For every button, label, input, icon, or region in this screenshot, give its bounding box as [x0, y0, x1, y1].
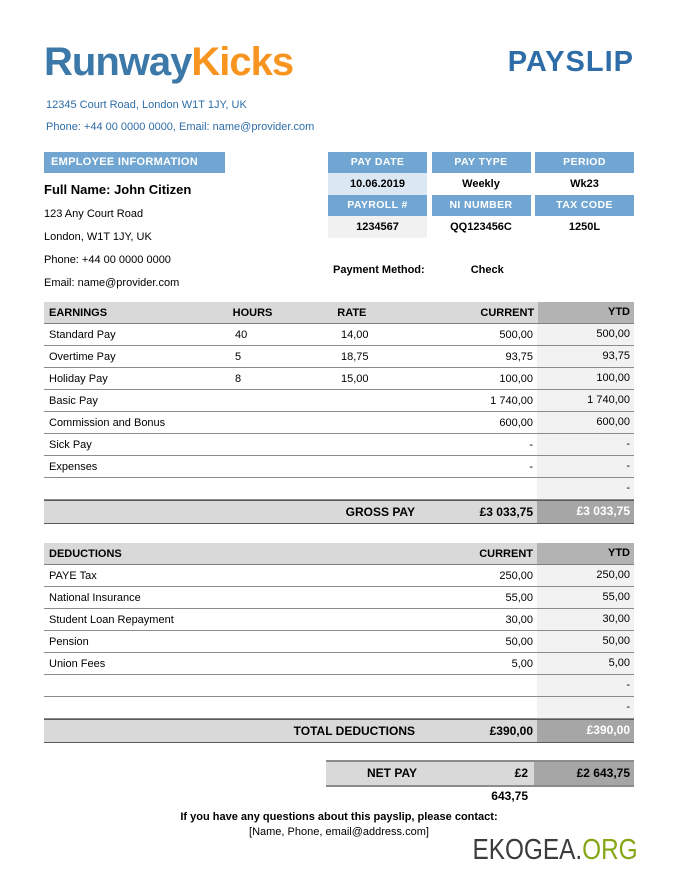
gross-pay-ytd: £3 033,75 [537, 501, 634, 523]
company-address-block [46, 96, 314, 140]
earning-current: 100,00 [499, 372, 533, 385]
deduction-ytd: - [537, 697, 634, 718]
gross-pay-row [44, 500, 634, 524]
deduction-current: 30,00 [505, 613, 533, 626]
ekogea-watermark [473, 834, 638, 867]
table-row [44, 587, 634, 609]
pay-info-grid [328, 152, 634, 238]
company-logo-kicks: Kicks [191, 40, 294, 84]
earnings-header-row [44, 302, 634, 324]
deduction-current: 55,00 [505, 591, 533, 604]
table-row [44, 368, 634, 390]
earning-ytd: - [537, 478, 634, 499]
earning-label: Standard Pay [49, 328, 116, 341]
earning-label: Holiday Pay [49, 372, 108, 385]
earning-hours: 40 [235, 328, 248, 341]
table-row [44, 390, 634, 412]
pay-date-value: 10.06.2019 [328, 173, 427, 195]
deduction-label: PAYE Tax [49, 569, 97, 582]
ni-number-header: NI NUMBER [432, 195, 531, 216]
employee-full-name: Full Name: John Citizen [44, 182, 192, 197]
earning-current: - [529, 460, 533, 473]
deductions-col-header: DEDUCTIONS [49, 547, 122, 560]
table-row [44, 434, 634, 456]
company-contact: Phone: +44 00 0000 0000, Email: name@provider.com [46, 121, 315, 133]
payment-method-value: Check [470, 264, 504, 276]
earning-current: 1 740,00 [490, 394, 533, 407]
period-value: Wk23 [535, 173, 634, 195]
payroll-number-header: PAYROLL # [328, 195, 427, 216]
pay-date-header: PAY DATE [328, 152, 427, 173]
payroll-number-value: 1234567 [328, 216, 427, 238]
earning-ytd: 93,75 [537, 346, 634, 367]
company-address: 12345 Court Road, London W1T 1JY, UK [46, 99, 247, 111]
table-row [44, 565, 634, 587]
employee-address-line2: London, W1T 1JY, UK [44, 231, 152, 243]
earnings-col-header: EARNINGS [49, 306, 108, 319]
gross-pay-label: GROSS PAY [345, 505, 415, 519]
employee-email: Email: name@provider.com [44, 277, 180, 289]
total-deductions-ytd: £390,00 [537, 720, 634, 742]
deduction-current: 50,00 [505, 635, 533, 648]
earning-hours: 8 [235, 372, 242, 385]
page-title: PAYSLIP [507, 46, 634, 78]
total-deductions-label: TOTAL DEDUCTIONS [293, 724, 415, 738]
current-col-header: CURRENT [480, 306, 535, 319]
earning-ytd: 500,00 [537, 324, 634, 345]
net-pay-current: £2 643,75 [491, 766, 528, 803]
table-row [44, 675, 634, 697]
deduction-ytd: - [537, 675, 634, 696]
pay-type-value: Weekly [432, 173, 531, 195]
tax-code-value: 1250L [535, 216, 634, 238]
earning-label: Basic Pay [49, 394, 98, 407]
earning-label: Commission and Bonus [49, 416, 166, 429]
earning-rate: 15,00 [341, 372, 369, 385]
ekogea-watermark-main: EKOGEA. [472, 834, 583, 866]
deduction-ytd: 5,00 [537, 653, 634, 674]
earning-label: Overtime Pay [49, 350, 116, 363]
table-row [44, 478, 634, 500]
table-row [44, 324, 634, 346]
ytd-col-header: YTD [537, 543, 634, 564]
employee-information-header: EMPLOYEE INFORMATION [44, 152, 225, 173]
deduction-ytd: 50,00 [537, 631, 634, 652]
employee-address-line1: 123 Any Court Road [44, 208, 144, 220]
earning-ytd: 600,00 [537, 412, 634, 433]
earning-label: Expenses [49, 460, 98, 473]
table-row [44, 631, 634, 653]
earning-label: Sick Pay [49, 438, 92, 451]
table-row [44, 609, 634, 631]
earning-current: 93,75 [505, 350, 533, 363]
net-pay-row [326, 760, 634, 803]
payment-method-row [333, 264, 504, 276]
hours-col-header: HOURS [232, 306, 273, 319]
table-row [44, 456, 634, 478]
rate-col-header: RATE [337, 306, 367, 319]
earning-ytd: 100,00 [537, 368, 634, 389]
employee-phone: Phone: +44 00 0000 0000 [44, 254, 171, 266]
table-row [44, 697, 634, 719]
total-deductions-row [44, 719, 634, 743]
earning-hours: 5 [235, 350, 242, 363]
company-logo-runway: Runway [44, 40, 192, 84]
deduction-current: 250,00 [499, 569, 533, 582]
deductions-table [44, 543, 634, 743]
net-pay-ytd: £2 643,75 [534, 762, 634, 785]
deduction-label: Union Fees [49, 657, 106, 670]
deduction-label: National Insurance [49, 591, 141, 604]
deduction-ytd: 30,00 [537, 609, 634, 630]
ytd-col-header: YTD [538, 302, 634, 323]
table-row [44, 653, 634, 675]
table-row [44, 346, 634, 368]
earning-current: - [529, 438, 533, 451]
earning-current: 600,00 [499, 416, 533, 429]
earnings-table [44, 302, 634, 524]
earning-ytd: 1 740,00 [537, 390, 634, 411]
earning-rate: 18,75 [341, 350, 369, 363]
deduction-ytd: 55,00 [537, 587, 634, 608]
total-deductions-current: £390,00 [489, 724, 533, 738]
earning-current: 500,00 [499, 328, 533, 341]
deduction-ytd: 250,00 [537, 565, 634, 586]
earning-ytd: - [537, 434, 634, 455]
earning-rate: 14,00 [341, 328, 369, 341]
period-header: PERIOD [535, 152, 634, 173]
earning-ytd: - [537, 456, 634, 477]
net-pay-label: NET PAY [367, 766, 418, 780]
deductions-header-row [44, 543, 634, 565]
current-col-header: CURRENT [479, 547, 533, 560]
ni-number-value: QQ123456C [432, 216, 531, 238]
table-row [44, 412, 634, 434]
ekogea-watermark-org: ORG [582, 834, 638, 866]
company-logo [44, 40, 293, 84]
pay-type-header: PAY TYPE [432, 152, 531, 173]
employee-information-section [44, 152, 329, 289]
header [44, 40, 634, 84]
deduction-current: 5,00 [511, 657, 533, 670]
payment-method-label: Payment Method: [333, 264, 425, 276]
footer-contact-line1: If you have any questions about this payslip, please contact: [180, 811, 498, 823]
deduction-label: Pension [49, 635, 89, 648]
deduction-label: Student Loan Repayment [49, 613, 174, 626]
footer-contact-line2: [Name, Phone, email@address.com] [249, 826, 429, 838]
gross-pay-current: £3 033,75 [479, 505, 533, 519]
tax-code-header: TAX CODE [535, 195, 634, 216]
